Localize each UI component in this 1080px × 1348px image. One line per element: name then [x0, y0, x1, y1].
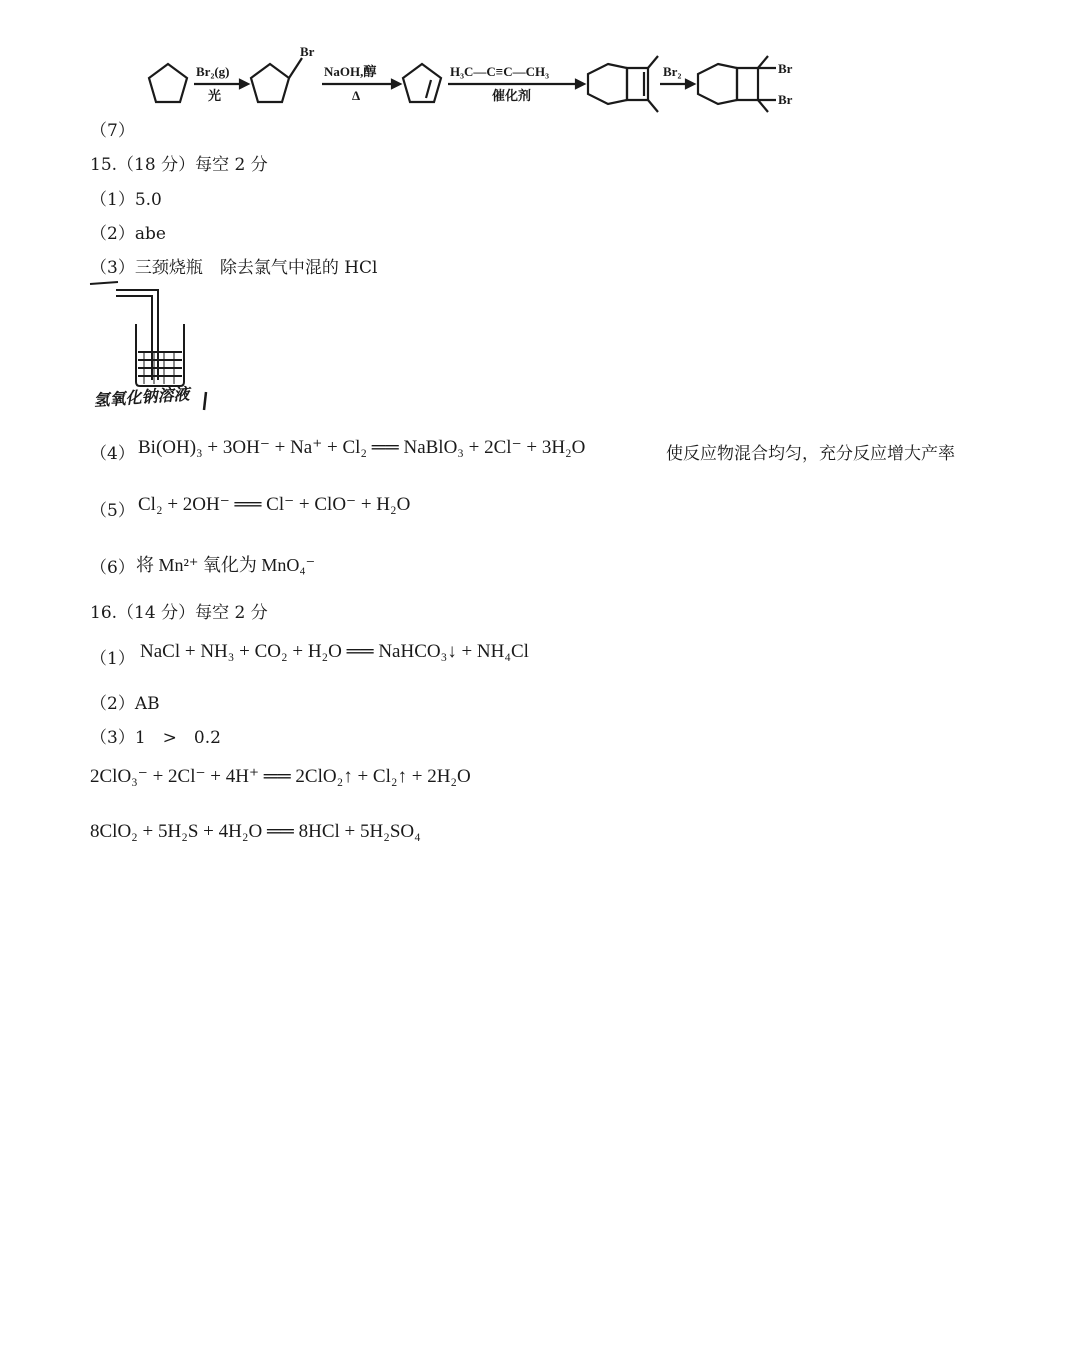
arrow2-bottom-label: Δ — [352, 88, 361, 103]
arrow2-top-label: NaOH,醇 — [324, 64, 377, 79]
bromocyclopentane-ring — [251, 64, 289, 102]
cyclopentene-ring — [403, 64, 441, 102]
dibromo-product — [698, 64, 737, 104]
q15-part2: （2）abe — [90, 224, 166, 244]
cyclopentane-ring — [149, 64, 187, 102]
q15-part4-explanation: 使反应物混合均匀，充分反应增大产率 — [666, 444, 955, 464]
q15-header: 15.（18 分）每空 2 分 — [90, 155, 268, 175]
bicyclo-product-1 — [588, 64, 627, 104]
q15-part6-answer: 将 Mn²⁺ 氧化为 MnO₄⁻ — [136, 555, 316, 575]
reaction-scheme — [130, 42, 810, 117]
q16-part3: （3）1 > 0.2 — [90, 728, 221, 748]
q16-part1-number: （1） — [90, 649, 135, 669]
product-br-bottom: Br — [778, 92, 793, 107]
q15-part4-number: （4） — [90, 444, 135, 464]
arrow4-top-label: Br₂ — [663, 64, 682, 79]
q15-part4-equation: Bi(OH)₃ + 3OH⁻ + Na⁺ + Cl₂ ══ NaBlO₃ + 2Cl⁻ + 3H₂O — [138, 437, 586, 458]
arrow1-bottom-label: 光 — [208, 88, 222, 103]
q16-part1-equation: NaCl + NH₃ + CO₂ + H₂O ══ NaHCO₃↓ + NH₄Cl — [140, 641, 529, 662]
br-substituent: Br — [300, 44, 315, 59]
product-br-top: Br — [778, 61, 793, 76]
q16-header: 16.（14 分）每空 2 分 — [90, 603, 268, 623]
q16-part2: （2）AB — [90, 694, 160, 714]
beaker-solution-label: 氢氧化钠溶液 — [93, 386, 191, 410]
q15-part3: （3）三颈烧瓶 除去氯气中混的 HCl — [90, 258, 378, 278]
q14-part7: （7） — [90, 121, 135, 141]
beaker-apparatus — [88, 280, 218, 420]
q16-equation-a: 2ClO₃⁻ + 2Cl⁻ + 4H⁺ ══ 2ClO₂↑ + Cl₂↑ + 2H₂O — [90, 766, 471, 787]
q15-part5-equation: Cl₂ + 2OH⁻ ══ Cl⁻ + ClO⁻ + H₂O — [138, 494, 411, 515]
q15-part5-number: （5） — [90, 501, 135, 521]
arrow3-top-label: H₃C—C≡C—CH₃ — [450, 64, 549, 79]
arrow3-bottom-label: 催化剂 — [492, 88, 532, 103]
q15-part6-number: （6） — [90, 558, 135, 578]
q15-part1: （1）5.0 — [90, 190, 162, 210]
arrow1-top-label: Br₂(g) — [196, 64, 230, 79]
q16-equation-b: 8ClO₂ + 5H₂S + 4H₂O ══ 8HCl + 5H₂SO₄ — [90, 821, 421, 842]
